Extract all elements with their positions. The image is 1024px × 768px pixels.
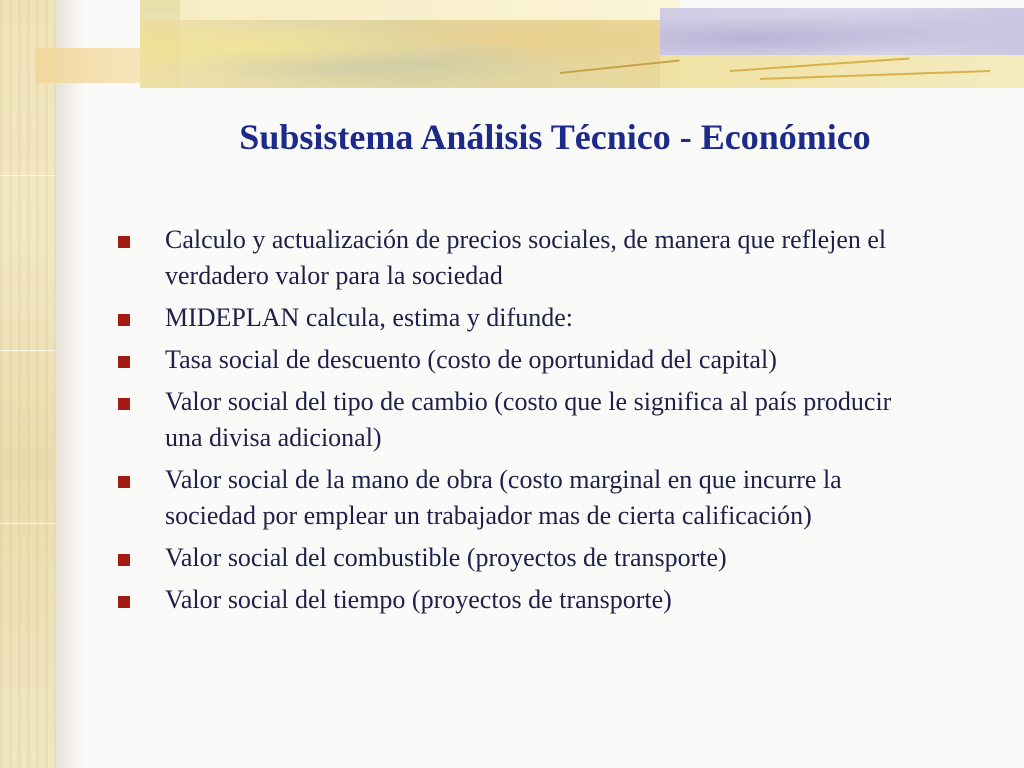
bullet-list	[110, 222, 930, 624]
square-bullet-icon	[118, 476, 130, 488]
list-item	[110, 300, 930, 336]
square-bullet-icon	[118, 314, 130, 326]
square-bullet-icon	[118, 398, 130, 410]
square-bullet-icon	[118, 596, 130, 608]
banner-leaves-image	[140, 20, 670, 88]
square-bullet-icon	[118, 236, 130, 248]
bullet-text: Valor social del tipo de cambio (costo que le significa al país producir una divisa adicional)	[165, 387, 892, 452]
list-item	[110, 222, 930, 294]
decorative-banner	[0, 0, 1024, 88]
square-bullet-icon	[118, 554, 130, 566]
list-item	[110, 582, 930, 618]
list-item	[110, 462, 930, 534]
slide-title: Subsistema Análisis Técnico - Económico	[239, 117, 871, 157]
list-item	[110, 540, 930, 576]
strip-divider	[0, 175, 55, 176]
list-item	[110, 384, 930, 456]
bullet-text: Tasa social de descuento (costo de oportunidad del capital)	[165, 345, 777, 374]
banner-segment	[35, 48, 145, 83]
square-bullet-icon	[118, 356, 130, 368]
banner-segment	[180, 0, 680, 22]
bullet-text: MIDEPLAN calcula, estima y difunde:	[165, 303, 573, 332]
list-item	[110, 342, 930, 378]
strip-divider	[0, 523, 55, 524]
bullet-text: Valor social del combustible (proyectos de transporte)	[165, 543, 727, 572]
strip-divider	[0, 350, 55, 351]
bullet-text: Valor social del tiempo (proyectos de transporte)	[165, 585, 672, 614]
bullet-text: Valor social de la mano de obra (costo marginal en que incurre la sociedad por emplear un trabajador mas de cierta calificación)	[165, 465, 842, 530]
bullet-text: Calculo y actualización de precios sociales, de manera que reflejen el verdadero valor para la sociedad	[165, 225, 887, 290]
